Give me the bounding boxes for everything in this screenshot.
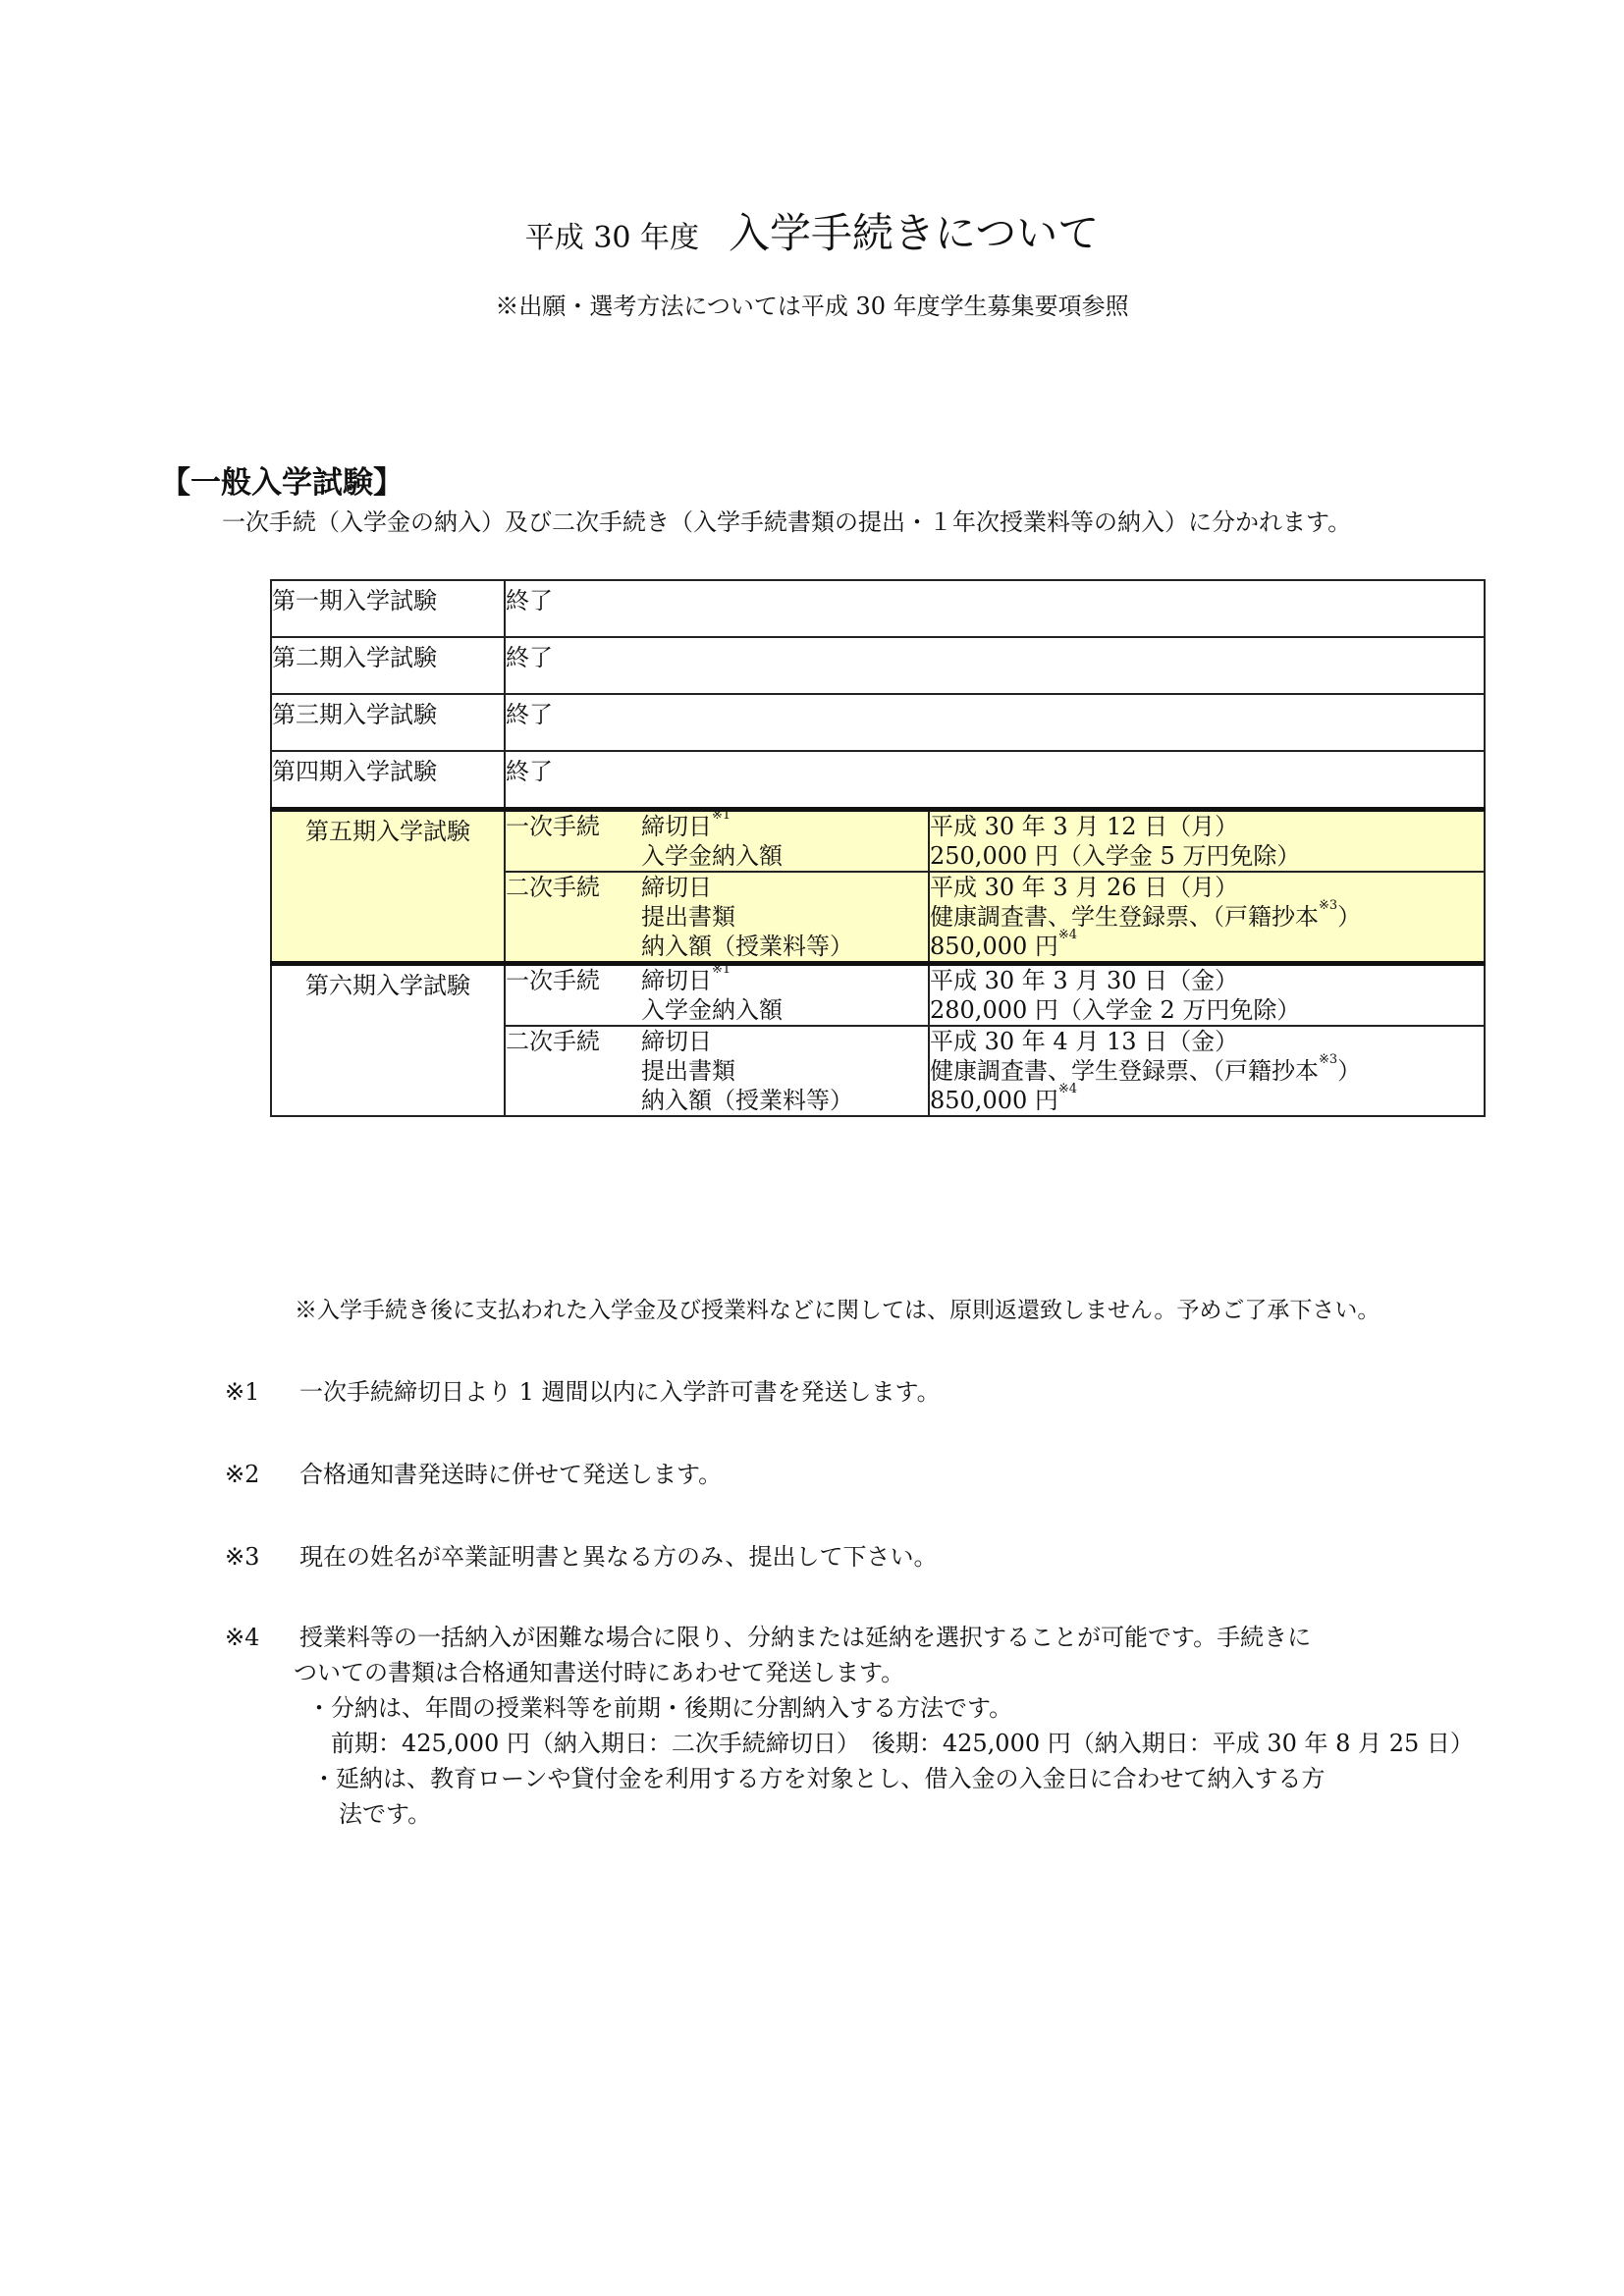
value-cell bbox=[929, 872, 1485, 964]
footnote-text-line4: 前期：425,000 円（納入期日：二次手続締切日） 後期：425,000 円（納入期日：平成 30 年 8 月 25 日） bbox=[331, 1730, 1474, 1757]
value-cell bbox=[929, 1026, 1485, 1116]
footnote-text-line1: 授業料等の一括納入が困難な場合に限り、分納または延納を選択することが可能です。手続きに bbox=[299, 1624, 1312, 1651]
step-cell bbox=[505, 1026, 929, 1116]
step-cell bbox=[505, 872, 929, 964]
footnote-mark: ※1 bbox=[225, 1378, 260, 1406]
footnote-ref: ※4 bbox=[1057, 928, 1078, 942]
fee-label: 入学金納入額 bbox=[641, 842, 783, 870]
footnote-mark: ※4 bbox=[225, 1624, 260, 1651]
footnote-text: 一次手続締切日より 1 週間以内に入学許可書を発送します。 bbox=[299, 1378, 941, 1406]
table-row bbox=[271, 751, 1485, 810]
table-row bbox=[271, 637, 1485, 694]
table-note: ※入学手続き後に支払われた入学金及び授業料などに関しては、原則返還致しません。予めご了承下さい。 bbox=[295, 1298, 1380, 1323]
amount-value: 850,000 円 bbox=[930, 1087, 1058, 1114]
exam-name-cell: 第二期入学試験 bbox=[271, 637, 505, 694]
step-label: 二次手続 bbox=[506, 1028, 600, 1055]
docs-value: 健康調査書、学生登録票、（戸籍抄本 bbox=[930, 1057, 1319, 1085]
docs-value: 健康調査書、学生登録票、（戸籍抄本 bbox=[930, 903, 1319, 931]
footnote-3 bbox=[225, 1537, 937, 1572]
exam-name-cell-period6: 第六期入学試験 bbox=[271, 964, 505, 1117]
footnote-ref: ※4 bbox=[1057, 1082, 1078, 1096]
deadline-label: 締切日 bbox=[641, 813, 712, 840]
footnote-ref: ※3 bbox=[1319, 898, 1338, 913]
deadline-label: 締切日 bbox=[641, 874, 712, 901]
docs-label: 提出書類 bbox=[641, 1057, 735, 1085]
deadline-label: 締切日 bbox=[641, 967, 712, 994]
table-row bbox=[271, 580, 1485, 637]
exam-name-cell-period5: 第五期入学試験 bbox=[271, 810, 505, 964]
deadline-value: 平成 30 年 3 月 30 日（金） bbox=[930, 967, 1239, 994]
table-row-period6-first bbox=[271, 964, 1485, 1027]
footnote-text-line5: ・延納は、教育ローンや貸付金を利用する方を対象とし、借入金の入金日に合わせて納入する方 bbox=[312, 1765, 1326, 1792]
deadline-value: 平成 30 年 4 月 13 日（金） bbox=[930, 1028, 1239, 1055]
footnote-text-line3: ・分納は、年間の授業料等を前期・後期に分割納入する方法です。 bbox=[307, 1694, 1013, 1722]
step-cell bbox=[505, 964, 929, 1027]
step-label: 一次手続 bbox=[506, 813, 600, 840]
footnote-text-line6: 法です。 bbox=[339, 1800, 432, 1828]
section-intro: 一次手続（入学金の納入）及び二次手続き（入学手続書類の提出・１年次授業料等の納入）に分かれます。 bbox=[222, 508, 1352, 536]
footnote-4 bbox=[225, 1620, 1474, 1832]
table-row-period5-first bbox=[271, 810, 1485, 873]
section-heading: 【一般入学試験】 bbox=[160, 465, 404, 501]
footnote-ref: ※1 bbox=[712, 808, 731, 823]
step-label: 二次手続 bbox=[506, 874, 600, 901]
exam-name-cell: 第一期入学試験 bbox=[271, 580, 505, 637]
title-main: 入学手続きについて bbox=[729, 209, 1100, 257]
status-cell: 終了 bbox=[505, 694, 1485, 751]
procedure-table bbox=[270, 579, 1486, 1117]
value-cell bbox=[929, 810, 1485, 873]
footnote-ref: ※1 bbox=[712, 962, 731, 977]
page-title bbox=[0, 201, 1624, 260]
footnote-text: 現在の姓名が卒業証明書と異なる方のみ、提出して下さい。 bbox=[299, 1543, 938, 1571]
footnote-1 bbox=[225, 1372, 941, 1407]
fee-value: 250,000 円（入学金 5 万円免除） bbox=[930, 842, 1301, 870]
deadline-label: 締切日 bbox=[641, 1028, 712, 1055]
exam-name-cell: 第四期入学試験 bbox=[271, 751, 505, 810]
status-cell: 終了 bbox=[505, 751, 1485, 810]
page-subtitle: ※出願・選考方法については平成 30 年度学生募集要項参照 bbox=[495, 293, 1129, 320]
status-cell: 終了 bbox=[505, 580, 1485, 637]
footnote-text-line2: ついての書類は合格通知書送付時にあわせて発送します。 bbox=[294, 1659, 905, 1686]
step-label: 一次手続 bbox=[506, 967, 600, 994]
title-year: 平成 30 年度 bbox=[524, 221, 700, 255]
amount-label: 納入額（授業料等） bbox=[641, 933, 853, 960]
docs-close: ） bbox=[1337, 1057, 1362, 1085]
fee-value: 280,000 円（入学金 2 万円免除） bbox=[930, 996, 1301, 1024]
table-row bbox=[271, 694, 1485, 751]
footnote-mark: ※3 bbox=[225, 1543, 260, 1571]
deadline-value: 平成 30 年 3 月 12 日（月） bbox=[930, 813, 1239, 840]
docs-close: ） bbox=[1337, 903, 1362, 931]
status-cell: 終了 bbox=[505, 637, 1485, 694]
value-cell bbox=[929, 964, 1485, 1027]
footnote-2 bbox=[225, 1455, 722, 1489]
docs-label: 提出書類 bbox=[641, 903, 735, 931]
footnote-text: 合格通知書発送時に併せて発送します。 bbox=[299, 1461, 723, 1488]
step-cell bbox=[505, 810, 929, 873]
fee-label: 入学金納入額 bbox=[641, 996, 783, 1024]
amount-value: 850,000 円 bbox=[930, 933, 1058, 960]
footnote-mark: ※2 bbox=[225, 1461, 260, 1488]
exam-name-cell: 第三期入学試験 bbox=[271, 694, 505, 751]
deadline-value: 平成 30 年 3 月 26 日（月） bbox=[930, 874, 1239, 901]
amount-label: 納入額（授業料等） bbox=[641, 1087, 853, 1114]
footnote-ref: ※3 bbox=[1319, 1052, 1338, 1067]
